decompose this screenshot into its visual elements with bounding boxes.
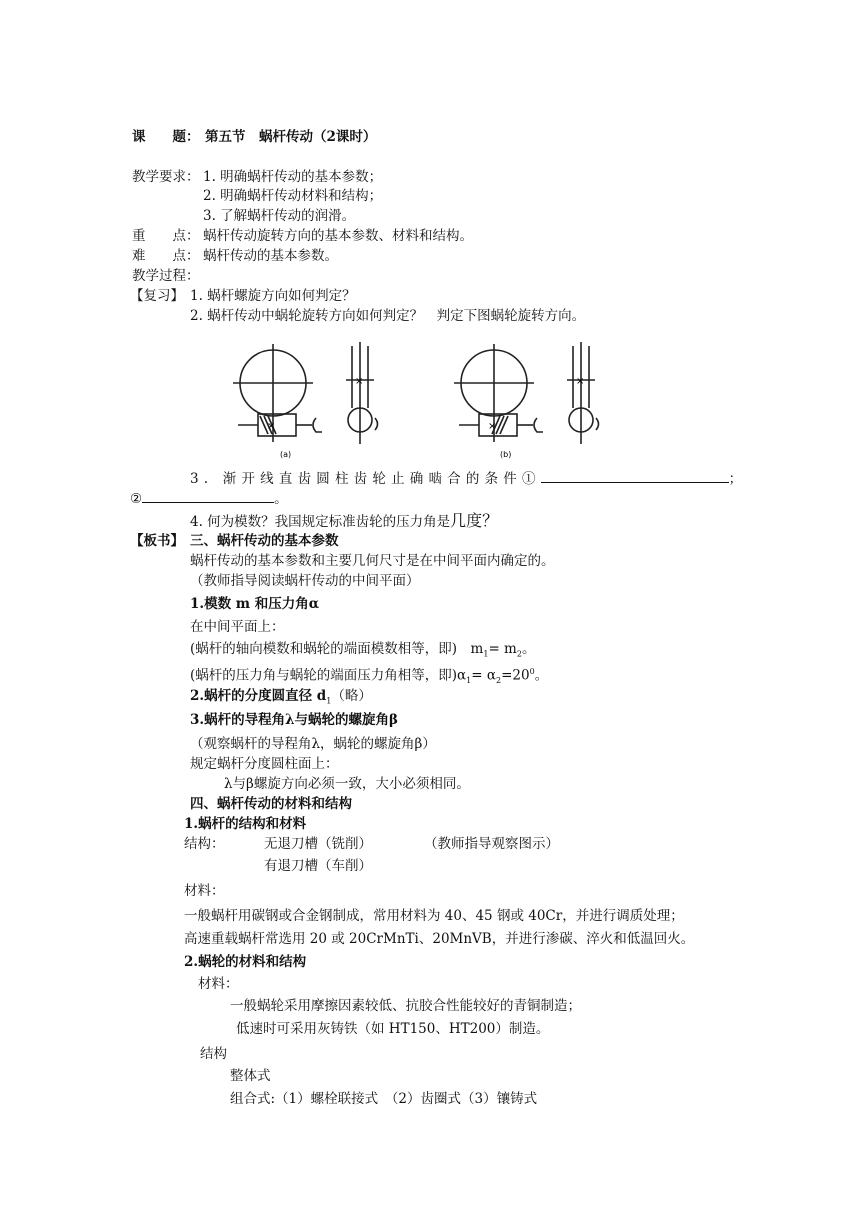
- worm-structure-note: （教师指导观察图示）: [424, 836, 559, 852]
- wheel-material-label: 材料：: [198, 976, 239, 992]
- page-title: 第五节 蜗杆传动（2课时）: [205, 129, 377, 145]
- wheel-material-line-2: 低速时可采用灰铸铁（如 HT150、HT200）制造。: [236, 1021, 550, 1037]
- figure-label-b: (b): [500, 450, 512, 459]
- requirement-item: 2. 明确蜗杆传动材料和结构；: [203, 188, 383, 204]
- q3-end: 。: [274, 491, 288, 507]
- item-1-line-3-text: =20: [501, 667, 530, 684]
- section-3-paragraph: 蜗杆传动的基本参数和主要几何尺寸是在中间平面内确定的。: [190, 553, 555, 569]
- board-tag: 【板书】: [130, 533, 184, 549]
- title-label: 课 题：: [132, 129, 200, 145]
- item-1-line-3-text: = α: [471, 667, 496, 684]
- review-question-4: [190, 512, 498, 531]
- worm-structure-label: 结构：: [184, 836, 225, 852]
- section-4-title: 四、蜗杆传动的材料和结构: [190, 796, 352, 812]
- review-question-3-cont: [130, 490, 288, 508]
- difficulty-text: 蜗杆传动的基本参数。: [203, 248, 338, 264]
- superscript: 0: [529, 667, 535, 676]
- worm-material-line-2: 高速重载蜗杆常选用 20 或 20CrMnTi、20MnVB，并进行渗碳、淬火和低温回火。: [184, 931, 695, 947]
- wheel-structure-b: 组合式:（1）螺栓联接式 （2）齿圈式（3）镶铸式: [230, 1091, 538, 1107]
- item-3-line-2: 规定蜗杆分度圆柱面上：: [190, 756, 339, 772]
- subscript: 1: [466, 676, 472, 686]
- item-2-note: （略）: [331, 688, 372, 704]
- section-3-title: 三、蜗杆传动的基本参数: [190, 533, 339, 549]
- worm-structure-a: 无退刀槽（铣削）: [264, 836, 372, 852]
- review-question-1: 1. 蜗杆螺旋方向如何判定？: [190, 288, 356, 304]
- q3-circle-2: ②: [130, 491, 143, 507]
- review-question-3: [190, 470, 747, 488]
- figure-label-a: (a): [280, 450, 292, 459]
- wheel-structure-label: 结构: [200, 1046, 227, 1062]
- process-label: 教学过程：: [132, 268, 200, 284]
- item-1-line-3-text: 。: [534, 667, 549, 684]
- worm-material-label: 材料：: [184, 883, 225, 899]
- figure-mark-a-side: ×: [355, 376, 364, 387]
- requirements-label: 教学要求：: [132, 169, 200, 185]
- requirement-item: 3. 了解蜗杆传动的润滑。: [203, 208, 356, 224]
- review-question-2: 2. 蜗杆传动中蜗轮旋转方向如何判定？ 判定下图蜗轮旋转方向。: [190, 308, 586, 324]
- review-tag: 【复习】: [130, 288, 184, 304]
- item-1-line-2-text: = m: [488, 641, 517, 657]
- wheel-structure-a: 整体式: [230, 1068, 271, 1084]
- item-1-line-2: [190, 640, 535, 664]
- section-3-note: （教师指导阅读蜗杆传动的中间平面）: [190, 573, 420, 589]
- answer-blank-1[interactable]: [541, 470, 729, 483]
- q4-text: 4. 何为模数？我国规定标准齿轮的压力角是: [190, 514, 451, 530]
- key-point-label: 重 点：: [132, 228, 200, 244]
- q3-text: 3. 渐开线直齿圆柱齿轮止确啮合的条件①: [190, 471, 541, 487]
- answer-blank-2[interactable]: [142, 490, 274, 503]
- worm-material-line-1: 一般蜗杆用碳钢或合金钢制成，常用材料为 40、45 钢或 40Cr，并进行调质处理；: [184, 908, 684, 924]
- item-1-line-1: 在中间平面上：: [190, 619, 285, 635]
- subscript: 1: [483, 649, 489, 659]
- item-2: [190, 687, 372, 711]
- worm-structure-title: 1.蜗杆的结构和材料: [184, 816, 307, 832]
- difficulty-label: 难 点：: [132, 248, 200, 264]
- figure-mark-b: ×: [488, 421, 497, 432]
- wheel-material-title: 2.蜗轮的材料和结构: [184, 954, 307, 970]
- requirement-item: 1. 明确蜗杆传动的基本参数；: [203, 169, 383, 185]
- item-1-title: 1.模数 m 和压力角α: [190, 596, 320, 612]
- key-point-text: 蜗杆传动旋转方向的基本参数、材料和结构。: [203, 228, 473, 244]
- subscript: 1: [326, 696, 332, 706]
- item-1-line-3-text: (蜗杆的压力角与蜗轮的端面压力角相等，即)α: [190, 667, 467, 684]
- q4-text-large: 几度？: [450, 511, 499, 530]
- item-3-line-1: （观察蜗杆的导程角λ，蜗轮的螺旋角β）: [190, 736, 436, 752]
- figure-mark-b-side: ×: [576, 376, 585, 387]
- item-1-line-2-text: 。: [521, 641, 536, 657]
- item-1-line-2-text: (蜗杆的轴向模数和蜗轮的端面模数相等，即) m: [190, 641, 484, 657]
- worm-structure-b: 有退刀槽（车削）: [264, 858, 372, 874]
- item-2-title: 2.蜗杆的分度圆直径 d: [190, 688, 327, 704]
- subscript: 2: [516, 649, 522, 659]
- worm-gear-figure: [228, 340, 618, 462]
- item-3-title: 3.蜗杆的导程角λ与蜗轮的螺旋角β: [190, 712, 399, 728]
- wheel-material-line-1: 一般蜗轮采用摩擦因素较低、抗胶合性能较好的青铜制造；: [230, 998, 581, 1014]
- figure-mark-a: ×: [267, 421, 276, 432]
- item-3-line-3: λ与β螺旋方向必须一致，大小必须相同。: [224, 776, 470, 792]
- subscript: 2: [495, 676, 502, 686]
- q3-semicolon: ；: [728, 471, 748, 487]
